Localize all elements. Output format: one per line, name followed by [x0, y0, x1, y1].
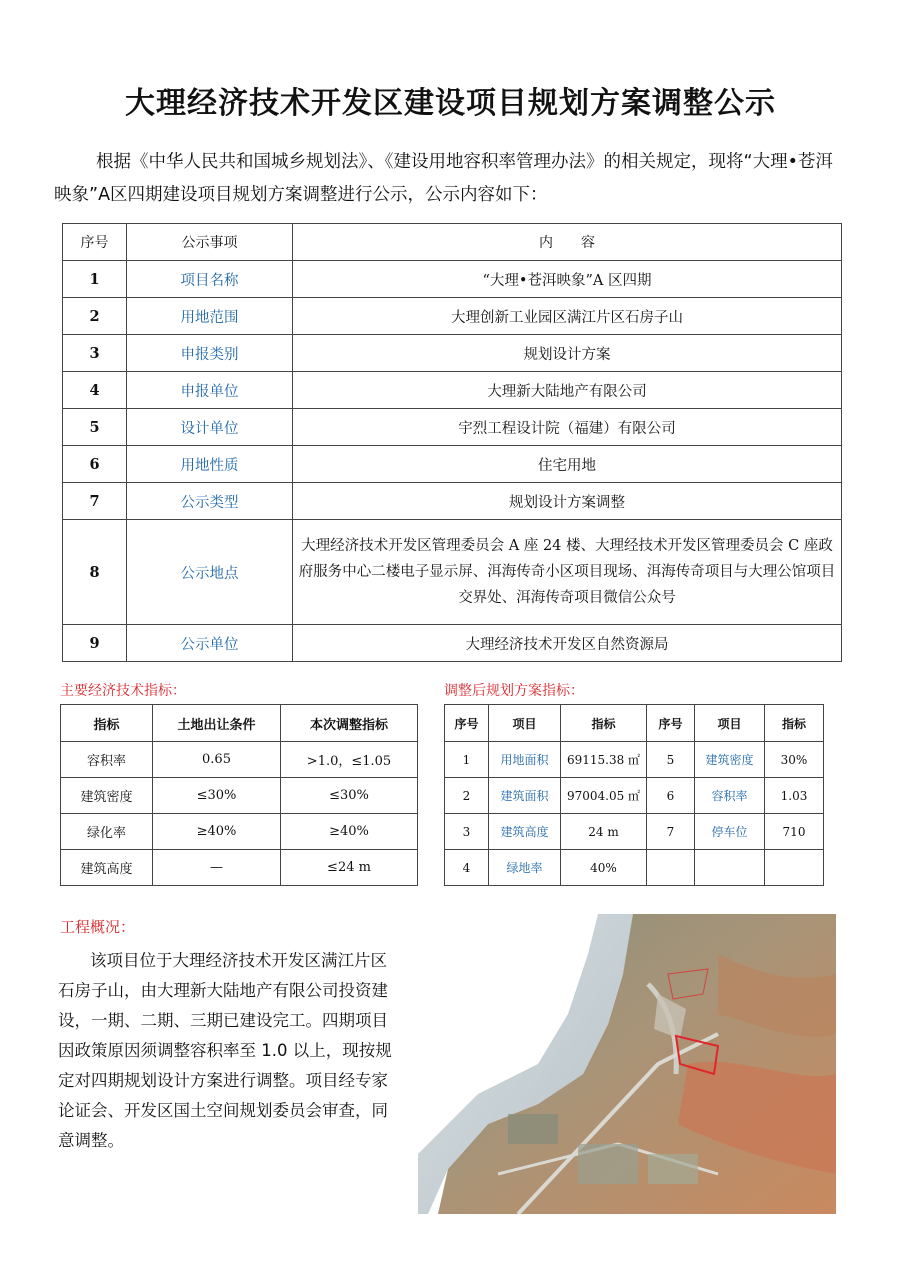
row-no: 4 [63, 372, 127, 409]
table-cell: 1 [445, 742, 489, 778]
table-cell: 3 [445, 814, 489, 850]
plan-indicators-label: 调整后规划方案指标： [444, 683, 584, 699]
header-cell: 本次调整指标 [281, 705, 418, 742]
table-cell: 0.65 [153, 742, 281, 778]
table-cell: 容积率 [695, 778, 765, 814]
table-cell: 停车位 [695, 814, 765, 850]
table-cell [695, 850, 765, 886]
table-cell: 4 [445, 850, 489, 886]
satellite-image [418, 914, 836, 1214]
table-cell: 24 m [561, 814, 647, 850]
table-cell: — [153, 850, 281, 886]
table-header-row [61, 705, 418, 742]
row-item: 公示地点 [127, 520, 293, 625]
table-row [63, 483, 842, 520]
table-cell: >1.0，≤1.05 [281, 742, 418, 778]
row-item: 项目名称 [127, 261, 293, 298]
row-content: 大理经济技术开发区自然资源局 [293, 625, 842, 662]
table-header-row [63, 224, 842, 261]
row-item: 设计单位 [127, 409, 293, 446]
table-row [61, 742, 418, 778]
table-cell: ≤30% [281, 778, 418, 814]
table-cell: 30% [765, 742, 824, 778]
header-cell: 项目 [489, 705, 561, 742]
header-cell: 序号 [445, 705, 489, 742]
table-cell: ≤30% [153, 778, 281, 814]
plan-indicators-table [444, 704, 824, 886]
table-cell [647, 850, 695, 886]
table-cell: 绿化率 [61, 814, 153, 850]
row-content: 大理新大陆地产有限公司 [293, 372, 842, 409]
header-cell: 指标 [765, 705, 824, 742]
table-header-row [445, 705, 824, 742]
header-cell: 序号 [647, 705, 695, 742]
table-cell: 建筑高度 [61, 850, 153, 886]
table-row [445, 742, 824, 778]
econ-indicators-table [60, 704, 418, 886]
table-cell: ≥40% [153, 814, 281, 850]
table-row [63, 446, 842, 483]
table-row [61, 778, 418, 814]
table-row [445, 850, 824, 886]
row-no: 5 [63, 409, 127, 446]
table-cell: ≤24 m [281, 850, 418, 886]
row-item: 公示单位 [127, 625, 293, 662]
intro-text: 根据《中华人民共和国城乡规划法》、《建设用地容积率管理办法》的相关规定，现将“大理•苍洱映象”A区四期建设项目规划方案调整进行公示，公示内容如下： [54, 152, 833, 205]
econ-indicators-label: 主要经济技术指标： [60, 683, 186, 699]
table-cell: ≥40% [281, 814, 418, 850]
table-row [63, 335, 842, 372]
row-content: 宇烈工程设计院（福建）有限公司 [293, 409, 842, 446]
intro-paragraph [54, 146, 850, 212]
table-cell: 710 [765, 814, 824, 850]
row-item: 用地范围 [127, 298, 293, 335]
table-row [445, 814, 824, 850]
header-cell: 指标 [61, 705, 153, 742]
header-content: 内 容 [293, 224, 842, 261]
header-no: 序号 [63, 224, 127, 261]
row-item: 申报类别 [127, 335, 293, 372]
table-row [61, 850, 418, 886]
table-cell: 2 [445, 778, 489, 814]
row-content: “大理•苍洱映象”A 区四期 [293, 261, 842, 298]
table-row [63, 625, 842, 662]
table-row [63, 298, 842, 335]
table-cell: 5 [647, 742, 695, 778]
header-cell: 指标 [561, 705, 647, 742]
overview-label: 工程概况： [60, 918, 136, 936]
table-cell: 6 [647, 778, 695, 814]
row-item: 用地性质 [127, 446, 293, 483]
table-cell: 7 [647, 814, 695, 850]
location-map [418, 914, 836, 1214]
table-row [63, 409, 842, 446]
table-cell [765, 850, 824, 886]
table-cell: 用地面积 [489, 742, 561, 778]
row-content: 规划设计方案调整 [293, 483, 842, 520]
announcement-table [62, 223, 842, 662]
header-cell: 项目 [695, 705, 765, 742]
row-content: 大理创新工业园区满江片区石房子山 [293, 298, 842, 335]
header-cell: 土地出让条件 [153, 705, 281, 742]
row-no: 9 [63, 625, 127, 662]
row-no: 1 [63, 261, 127, 298]
page-title: 大理经济技术开发区建设项目规划方案调整公示 [125, 86, 776, 121]
table-cell: 40% [561, 850, 647, 886]
row-item: 公示类型 [127, 483, 293, 520]
table-cell: 建筑密度 [61, 778, 153, 814]
table-row [61, 814, 418, 850]
overview-paragraph [58, 946, 396, 1156]
table-cell: 建筑密度 [695, 742, 765, 778]
table-cell: 建筑面积 [489, 778, 561, 814]
row-no: 2 [63, 298, 127, 335]
row-no: 7 [63, 483, 127, 520]
row-item: 申报单位 [127, 372, 293, 409]
overview-text: 该项目位于大理经济技术开发区满江片区石房子山，由大理新大陆地产有限公司投资建设，一期、二期、三期已建设完工。四期项目因政策原因须调整容积率至 1.0 以上，现按规定对四期规划设计方案进行调整。项目经专家论证会、开发区国土空间规划委员会审查，同意调整。 [58, 951, 392, 1150]
row-content: 规划设计方案 [293, 335, 842, 372]
table-row [445, 778, 824, 814]
table-row [63, 520, 842, 625]
row-no: 8 [63, 520, 127, 625]
table-cell: 绿地率 [489, 850, 561, 886]
table-cell: 容积率 [61, 742, 153, 778]
table-row [63, 261, 842, 298]
table-cell: 69115.38 ㎡ [561, 742, 647, 778]
table-cell: 1.03 [765, 778, 824, 814]
row-no: 6 [63, 446, 127, 483]
row-content: 大理经济技术开发区管理委员会 A 座 24 楼、大理经技术开发区管理委员会 C 座政府服务中心二楼电子显示屏、洱海传奇小区项目现场、洱海传奇项目与大理公馆项目交界处、洱海传奇项目微信公众号 [293, 520, 842, 625]
row-no: 3 [63, 335, 127, 372]
table-row [63, 372, 842, 409]
table-cell: 建筑高度 [489, 814, 561, 850]
table-cell: 97004.05 ㎡ [561, 778, 647, 814]
header-item: 公示事项 [127, 224, 293, 261]
row-content: 住宅用地 [293, 446, 842, 483]
